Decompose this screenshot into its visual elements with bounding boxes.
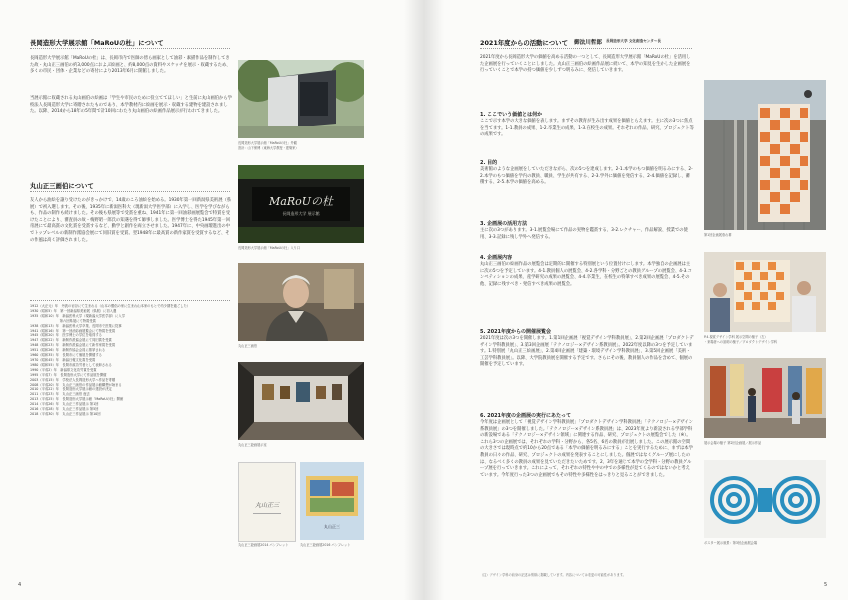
right-page xyxy=(424,0,848,600)
section-1-heading: 1. ここでいう価値とは何か xyxy=(480,112,543,118)
title-rule xyxy=(30,48,230,49)
chronology-item: 1995（平成7）年 長岡造形大学にて作品展を開催 xyxy=(30,372,107,377)
chronology-item: 1947（昭和22）年 新制作派協会展にて同旧賞を受賞 xyxy=(30,338,112,343)
section-5-text: 2021年度は次の3つを開催します。1.第1回企画展「視覚デザイン学科教員展」、2.第2回企画展「プロダクトデザイン学科教員展」、3.第3回企画展「テクノロジー×デザイン系教員展」。2022年度以降の3つを予定しています。1.特別展「丸山正三絵画展」、2.第4回企画展「建築・環境デザイン学科教員展」、3.第5回企画展「美術・工芸学科教員展」。以降、大学院教員展を開催する予定です。さらにその後、教員個人の作品を含めて、個展の開催を予定しています。 xyxy=(480,336,694,368)
footnote: （注）デザイン学科の前身の記述は別紙に掲載しています。内容については変更の可能性があります。 xyxy=(480,573,626,577)
exhibition-hall-photo xyxy=(704,358,826,438)
chronology-item: 1938（昭和13）年 新潟医科大学卒業、長岡市で医業に従事 xyxy=(30,323,122,328)
entrance-sign-photo xyxy=(238,165,364,243)
chronology-item: 1935（昭和10）年 新潟医科大学（現新潟大学医学部）に入学 xyxy=(30,313,126,318)
chrono-rule xyxy=(30,300,230,301)
left-title-marou: 長岡造形大学展示館「MaRoUの杜」について xyxy=(30,39,164,47)
caption-entrance: 長岡造形大学展示館「MaRoUの杜」入り口 xyxy=(238,246,301,250)
chronology-item: 1980（昭和55）年 長岡市政功労者として表彰される xyxy=(30,362,112,367)
section-4-heading: 4. 企画展内容 xyxy=(480,255,513,261)
section-6-text: 今年度は企画展として「視覚デザイン学科教員展」「プロダクトデザイン学科教員展」「テクノロジー×デザイン系教員展」の3つを開催しました。「テクノロジー×デザイン系教員展」は、2023年度より新設される学部学科の新設場である「テクノロジー×デザイン領域」に関連する作品、研究、プロジェクトの展覧会でした（※）。これら3つの企画展では、それぞれの学科・分野から、各5名、6名の教員が出展しました。この展示館の空間の大きさでは現時点で約10から20点である「本学の価値を明るみにする」ことを実行するために、まずは本学教員の日々の作品、研究、プロジェクトの成果を発表することにしました。個展ではなくグループ展にしたのは、なるべく多くの教員の成果を見ていただきたいためです。2、3年を通じて本学の全学科・分野の教員グループ展を行っていきます。これによって、それぞれの特性や中の中での多様性が見てくるのではないかと考えています。今年度行った3つの企画展でもその特性や多様性をはっきりと見ることができました。 xyxy=(480,420,693,478)
caption-exhibition-hall: 展示会場の様子 第2回企画展／展示作品 xyxy=(704,441,762,445)
author-name: 御法川哲郎 xyxy=(574,40,602,46)
chronology-item: 2018（平成30）年 丸山正三作品展示 第10回 xyxy=(30,411,101,416)
banner-photo xyxy=(704,80,826,230)
caption-gallery-room: 丸山正三絵画展示室 xyxy=(238,443,267,447)
svg-text:丸山正三: 丸山正三 xyxy=(254,502,280,509)
center-gutter xyxy=(404,0,444,600)
section-3-text: 主に次の3つがあります。3-1.展覧会場にて作品の実物を鑑賞する、3-2.レクチャー、作品解説、授業での使用、3-3.記録に残し学外へ発信する。 xyxy=(480,228,688,240)
section-5-heading: 5. 2021年度からの開催展覧会 xyxy=(480,329,552,335)
chronology-item: 第六回県展にて特賞受賞 xyxy=(30,318,96,323)
chronology-item: 2014（平成26）年 丸山正三作品展示 第1回 xyxy=(30,402,99,407)
chronology-item: 2013（平成25）年 長岡造形大学展示館「MaRoUの杜」開館 xyxy=(30,397,124,402)
caption-building-exterior: 長岡造形大学展示館「MaRoUの杜」外観 xyxy=(238,141,297,145)
caption-pamphlet-2016: 丸山正三絵画展2016 パンフレット xyxy=(300,543,351,547)
section-3-heading: 3. 企画展の活用方法 xyxy=(480,221,528,227)
chronology-item: 1941（昭和16）年 第一回油彩画展覧会にて特賞を受賞 xyxy=(30,328,116,333)
svg-text:長岡造形大学 展示館: 長岡造形大学 展示館 xyxy=(282,211,320,216)
portrait-photo xyxy=(238,263,364,341)
chronology-item: 1960（昭和35）年 長岡市にて個展を開催する xyxy=(30,353,102,358)
caption-banner: 第1回企画展垂れ幕 xyxy=(704,233,732,237)
chronology-item: 2003（平成15）年 学校法人長岡造形大学へ作品を寄贈 xyxy=(30,377,116,382)
chronology-item: 2016（平成28）年 丸山正三作品展示 第5回 xyxy=(30,407,99,412)
page-number-left: 4 xyxy=(18,582,22,588)
section-1-text: ここで示す本学の大きな価値を表します。まずその教育が生み出す成果を価値とらえます。主に次の3つに焦点を当てます。1-1.教員の成果、1-2.卒業生の成果、1-3.在校生の成果。それぞれの作品、研究、プロジェクト等の成果です。 xyxy=(480,119,694,138)
pamphlet-2014-photo xyxy=(238,462,296,542)
caption-poster: ポスター展示風景：第3回企画展会場 xyxy=(704,541,758,545)
section-2-text: 美術館のような企画展をしていただきながら、次の5つを達成します。2-1.本学のもつ価値を明るみにする、2-2.本学のもつ価値を学内の教員、職員、学生が共有する、2-3.学外に価値を発信する、2-4.価値を記録し、蓄積する、2-5.本学の価値を高める。 xyxy=(480,167,693,186)
left-title-maruyama: 丸山正三画伯について xyxy=(30,182,94,190)
pamphlet-2016-photo xyxy=(300,462,364,540)
right-title: 2021年度からの活動について xyxy=(480,39,568,47)
chronology-item: 2010（平成22）年 長岡造形大学展示館の建設が決定 xyxy=(30,387,112,392)
page-number-right: 5 xyxy=(824,582,828,588)
caption-visitors-1: P.4.視覚デザイン学科 展示空間の様子（左） xyxy=(704,335,768,339)
chronology-list xyxy=(30,304,236,574)
right-title-rule xyxy=(480,48,692,49)
chronology-item: 1945（昭和20）年 医学博士の学位を取得する xyxy=(30,333,102,338)
caption-visitors-2: ・来場者への説明の様子／プロダクトデザイン学科 xyxy=(704,340,778,344)
chronology-item: 1930（昭和5）年 第一回新潟県美術展（県展）に初入選 xyxy=(30,308,117,313)
right-intro: 2021年度から長岡造形大学の価値を高める活動の一つとして、長岡造形大学展示館「MaRoUの杜」を活用した企画展を行っていくことにしました。丸山正三画伯の絵画作品展に続いて、本学の知見を生かした企画展を行っていくことで本学の持つ価値を少しずつ明るみに、発信していきます。 xyxy=(480,55,691,74)
intro-paragraph-2: 当展示館に収蔵される丸山画伯の絵画は「学生や市民のために役立ててほしい」と生前に丸山画伯から学校法人長岡造形大学に寄贈されたものであり、本学教材内に絵画を展示・収蔵する建物を建設されました。以降、2014から18年の5年間で計10回にわたり丸山画伯の絵画作品展示が行われてきました。 xyxy=(30,96,232,115)
visitors-photo xyxy=(704,252,826,332)
chronology-item: 2008（平成20）年 丸山正三画伯の作品展示館構想が始まる xyxy=(30,382,122,387)
intro-paragraph-1: 長岡造形大学展示館「MaRoUの杜」は、長岡市内で医師の傍ら画家として油彩・素描作品を制作してきた故・丸山正三画伯の約3,000点におよぶ絵画と、約8,000点の資料やスケッチを展示・収蔵するため、多くの市民・団体・企業などの寄付により2013年6月に開館しました。 xyxy=(30,56,231,75)
building-exterior-photo xyxy=(238,60,364,138)
biography-paragraph: 友人から油絵を譲り受けたのがきっかけで、14歳のころ油絵を始める。1930年第一回新潟県美術展（県展）で初入選します。その後、1935年に新潟医科大（現新潟大学医学部）に入学し、医学を学びながらも、作品の制作も続けました。その後も県展等で受賞を重ね、1941年に第一回油彩画展覧会で特賞を受けたことにより、審査員の故・梅野昭一郎氏の知遇を得て師事しました。医学博士を得た1945年第一回帝展にて最高賞の文化賞を受賞するなど、勤学と創作を両立させました。1947年に、中央画壇進出の中でトップレベルの新制作派協会展にて同旧賞を受賞。翌1948年に最高賞の新作家賞を受賞するなど、その作風は高く評価されました。 xyxy=(30,198,232,243)
section-2-heading: 2. 目的 xyxy=(480,160,498,166)
poster-photo xyxy=(704,460,826,538)
chronology-item: 1951（昭和26）年 新制作協会会員に推挙される xyxy=(30,348,106,353)
section-4-text: 丸山正三画伯の絵画作品の展覧会は定期的に開催する特別展という位置付けにします。本学独自の企画展は主に次の5つを予定しています。4-1.教員個人の展覧会、4-2.各学科・分野ごとの教員グループの展覧会、4-3.コンペティションの成果、産学研究の成果の展覧会、4-4.卒業生、在校生の特筆すべき成果の展覧会、4-5.その他、記録に残すべき・発信すべき成果の展覧会。 xyxy=(480,262,692,287)
chronology-item: 1970（昭和45）年 新潟日報文化賞を受賞 xyxy=(30,357,96,362)
gallery-room-photo xyxy=(238,362,364,440)
caption-pamphlet-2014: 丸山正三絵画展2014 パンフレット xyxy=(238,543,289,547)
chronology-item: 1948（昭和23）年 新制作派協会展にて新作家賞を受賞 xyxy=(30,343,116,348)
svg-text:MaRoUの杜: MaRoUの杜 xyxy=(269,195,333,208)
svg-text:丸山正三: 丸山正三 xyxy=(324,524,340,529)
chronology-item: 2011（平成23）年 丸山正三画伯 逝去 xyxy=(30,392,90,397)
chronology-item: 1912（大正元）年 丹波の岩谷にて生まれる（山本の僧侶の家に生まれ山本家のもとで幼少期を過ごした） xyxy=(30,304,191,308)
section-6-heading: 6. 2021年度の企画展の実行にあたって xyxy=(480,413,572,419)
title-rule-2 xyxy=(30,191,230,192)
caption-portrait: 丸山正三画伯 xyxy=(238,344,258,348)
chronology-item: 1990（平成2）年 新潟県文化功労賞を受賞 xyxy=(30,367,97,372)
author-affiliation: 長岡造形大学 文化創造センター長 xyxy=(606,39,662,43)
caption-building-architect: 設計：山下保博（東海大学教授・建築家） xyxy=(238,146,299,150)
